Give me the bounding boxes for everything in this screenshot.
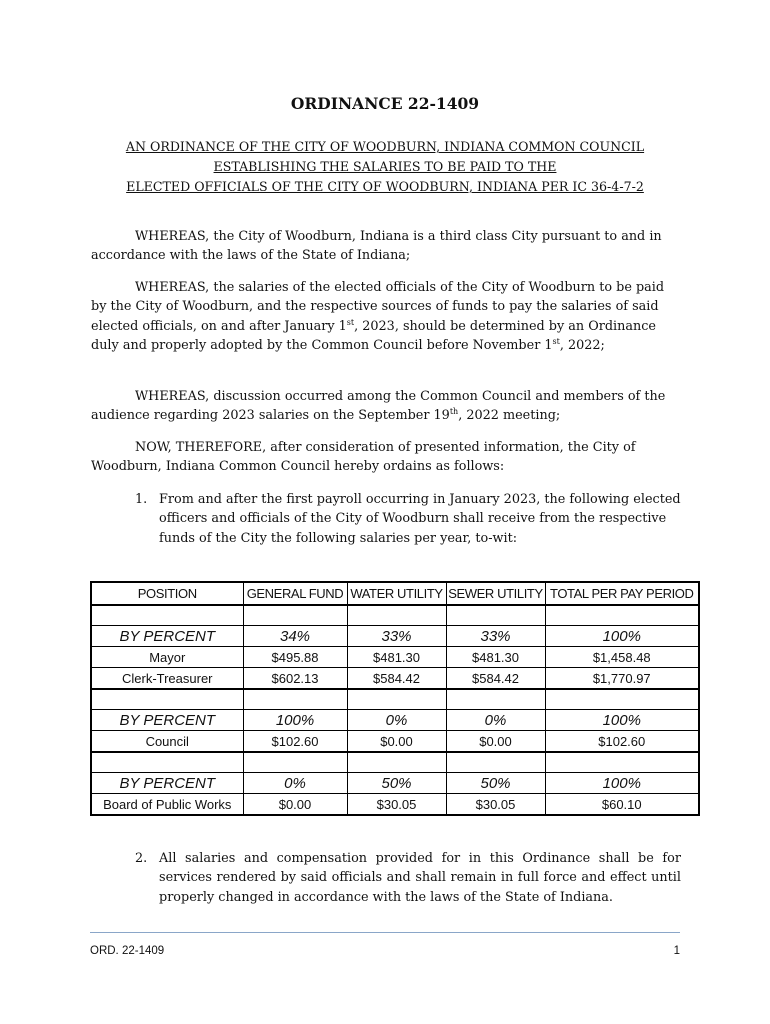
- table-cell: 33%: [347, 626, 446, 647]
- superscript-st: st: [552, 337, 560, 347]
- table-cell: $495.88: [243, 647, 347, 668]
- table-header-row: [91, 582, 699, 605]
- table-percent-row: [91, 626, 699, 647]
- table-cell: $1,770.97: [545, 668, 699, 690]
- table-cell: 0%: [347, 710, 446, 731]
- footer-divider: [90, 932, 680, 933]
- table-cell: $481.30: [347, 647, 446, 668]
- table-cell: $602.13: [243, 668, 347, 690]
- whereas-1-text: WHEREAS, the City of Woodburn, Indiana is a third class City pursuant to and in accordance with the laws of the State of Indiana;: [91, 229, 662, 264]
- table-spacer-row: [91, 605, 699, 626]
- header-general-fund: GENERAL FUND: [243, 582, 347, 605]
- table-row: [91, 731, 699, 753]
- table-row: [91, 647, 699, 668]
- table-cell: $1,458.48: [545, 647, 699, 668]
- table-cell: 34%: [243, 626, 347, 647]
- header-sewer-utility: SEWER UTILITY: [446, 582, 545, 605]
- table-cell: 100%: [243, 710, 347, 731]
- table-cell: $30.05: [347, 794, 446, 816]
- table-cell: $30.05: [446, 794, 545, 816]
- whereas-3-text-b: , 2022 meeting;: [458, 408, 561, 424]
- table-cell: 100%: [545, 626, 699, 647]
- table-cell: Clerk-Treasurer: [91, 668, 243, 690]
- footer-ordinance-number: ORD. 22-1409: [90, 945, 165, 957]
- header-total-per-pay-period: TOTAL PER PAY PERIOD: [545, 582, 699, 605]
- whereas-2-text-b: , 2023, should be determined by an Ordinance duly and properly adopted by the Common Council before November 1: [91, 318, 656, 354]
- whereas-2-text-a: WHEREAS, the salaries of the elected officials of the City of Woodburn to be paid by the City of Woodburn, and the respective sources of funds to pay the salaries of said elected officials, on and after January 1: [91, 280, 665, 334]
- list-item-1: [91, 490, 681, 548]
- whereas-paragraph-3: [91, 387, 681, 426]
- table-cell: $584.42: [347, 668, 446, 690]
- table-cell: 0%: [446, 710, 545, 731]
- table-cell: BY PERCENT: [91, 710, 243, 731]
- page-number: 1: [673, 945, 680, 957]
- table-spacer-row: [91, 752, 699, 773]
- subtitle-line-1: AN ORDINANCE OF THE CITY OF WOODBURN, INDIANA COMMON COUNCIL: [125, 139, 645, 154]
- table-spacer-row: [91, 689, 699, 710]
- ordinance-title: ORDINANCE 22-1409: [290, 94, 480, 113]
- table-cell: 100%: [545, 773, 699, 794]
- table-cell: $60.10: [545, 794, 699, 816]
- table-cell: Mayor: [91, 647, 243, 668]
- list-item-1-text: From and after the first payroll occurring in January 2023, the following elected officers and officials of the City of Woodburn shall receive from the respective funds of the City the following salaries per year, to-wit:: [159, 492, 681, 546]
- table-cell: 50%: [347, 773, 446, 794]
- list-item-2-text: All salaries and compensation provided for in this Ordinance shall be for services rendered by said officials and shall remain in full force and effect until properly changed in accordance with the laws of the State of Indiana.: [159, 851, 681, 905]
- whereas-3-text-a: WHEREAS, discussion occurred among the Common Council and members of the audience regarding 2023 salaries on the September 19: [91, 389, 666, 424]
- header-water-utility: WATER UTILITY: [347, 582, 446, 605]
- list-item-2: [91, 849, 681, 907]
- header-position: POSITION: [91, 582, 243, 605]
- table-row: [91, 794, 699, 816]
- table-cell: $0.00: [446, 731, 545, 753]
- table-cell: Council: [91, 731, 243, 753]
- table-cell: BY PERCENT: [91, 626, 243, 647]
- table-row: [91, 668, 699, 690]
- table-cell: BY PERCENT: [91, 773, 243, 794]
- table-percent-row: [91, 773, 699, 794]
- list-number: 2.: [135, 851, 148, 866]
- table-cell: 100%: [545, 710, 699, 731]
- table-cell: 0%: [243, 773, 347, 794]
- table-cell: $0.00: [347, 731, 446, 753]
- table-cell: $481.30: [446, 647, 545, 668]
- subtitle-line-2: ESTABLISHING THE SALARIES TO BE PAID TO THE: [213, 159, 557, 174]
- table-cell: 33%: [446, 626, 545, 647]
- ordinance-subtitle: [90, 137, 680, 197]
- whereas-paragraph-2: [91, 278, 681, 356]
- table-cell: $584.42: [446, 668, 545, 690]
- whereas-2-text-c: , 2022;: [559, 338, 605, 354]
- table-cell: $102.60: [243, 731, 347, 753]
- list-number: 1.: [135, 492, 148, 507]
- table-cell: Board of Public Works: [91, 794, 243, 816]
- salary-table: [90, 581, 700, 816]
- table-cell: $0.00: [243, 794, 347, 816]
- now-therefore-paragraph: [91, 438, 681, 477]
- table-percent-row: [91, 710, 699, 731]
- table-cell: 50%: [446, 773, 545, 794]
- superscript-th: th: [449, 407, 459, 417]
- whereas-paragraph-1: [91, 227, 681, 266]
- superscript-st: st: [346, 317, 355, 327]
- table-cell: $102.60: [545, 731, 699, 753]
- now-therefore-text: NOW, THEREFORE, after consideration of presented information, the City of Woodburn, Indiana Common Council hereby ordains as follows:: [91, 440, 636, 475]
- subtitle-line-3: ELECTED OFFICIALS OF THE CITY OF WOODBURN, INDIANA PER IC 36-4-7-2: [126, 179, 644, 194]
